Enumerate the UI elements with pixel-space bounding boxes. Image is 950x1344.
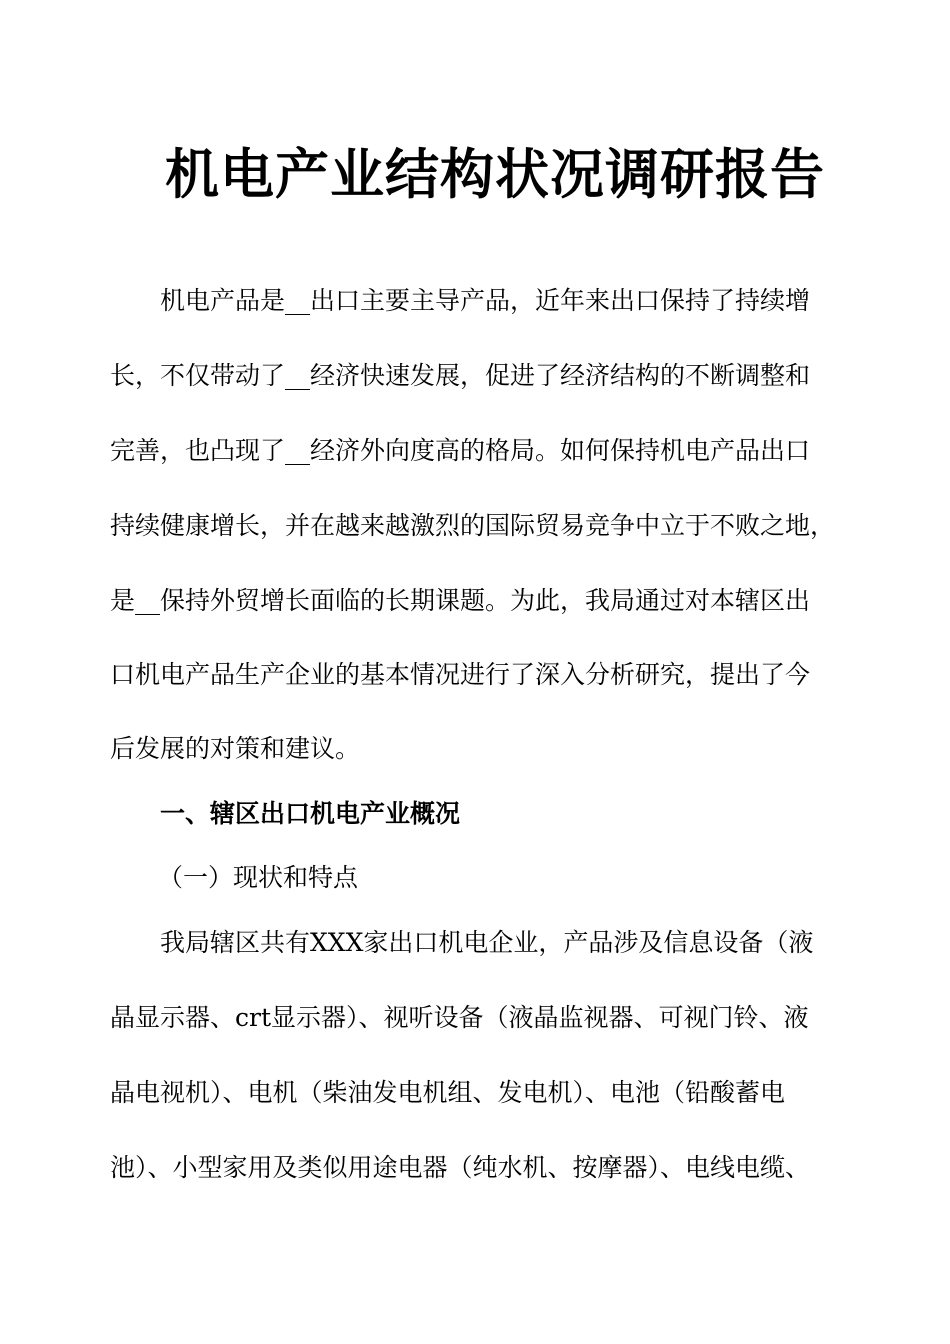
intro-line-4: 持续健康增长，并在越来越激烈的国际贸易竞争中立于不败之地， (110, 511, 836, 540)
body-line-2: 晶显示器、crt显示器）、视听设备（液晶监视器、可视门铃、液 (110, 1003, 809, 1032)
intro-line-5: 是__保持外贸增长面临的长期课题。为此，我局通过对本辖区出 (110, 586, 811, 615)
body-line-4: 池）、小型家用及类似用途电器（纯水机、按摩器）、电线电缆、 (110, 1153, 811, 1182)
section-heading: 一、辖区出口机电产业概况 (160, 799, 461, 828)
body-line-1: 我局辖区共有XXX家出口机电企业，产品涉及信息设备（液 (160, 928, 814, 957)
intro-line-6: 口机电产品生产企业的基本情况进行了深入分析研究，提出了今 (110, 660, 811, 689)
intro-line-1: 机电产品是__出口主要主导产品，近年来出口保持了持续增 (160, 286, 811, 315)
intro-line-3: 完善，也凸现了__经济外向度高的格局。如何保持机电产品出口 (110, 436, 811, 465)
document-title: 机电产业结构状况调研报告 (165, 143, 825, 206)
intro-line-2: 长，不仅带动了__经济快速发展，促进了经济结构的不断调整和 (110, 361, 811, 390)
intro-line-7: 后发展的对策和建议。 (110, 734, 361, 763)
body-line-3: 晶电视机）、电机（柴油发电机组、发电机）、电池（铅酸蓄电 (110, 1078, 786, 1107)
subsection-heading: （一）现状和特点 (158, 863, 359, 892)
